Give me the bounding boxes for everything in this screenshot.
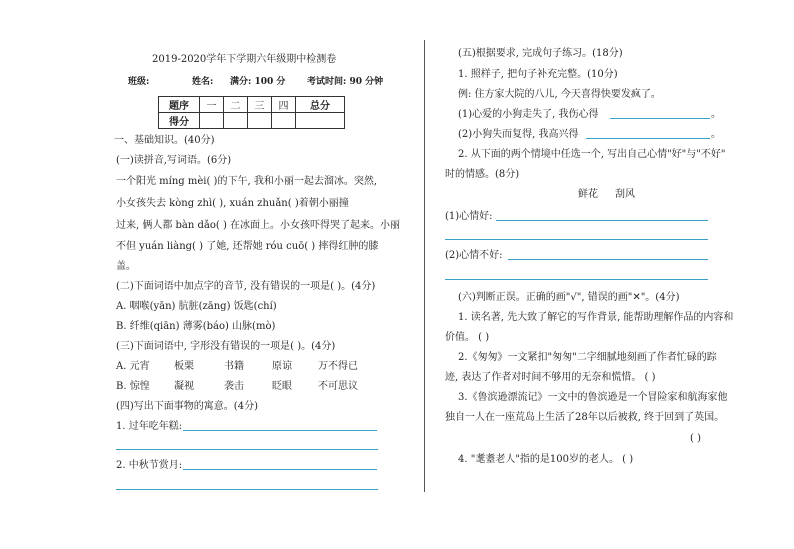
part-6-question-1: 1. 读名著, 先大致了解它的写作背景, 能帮助理解作品的内容和 — [458, 312, 734, 323]
score-input-cell[interactable] — [224, 113, 248, 129]
part-3-option-a-word: 万不得已 — [318, 361, 358, 372]
part-3-option-b-word: B. 惊惶 — [116, 381, 150, 392]
part-2-heading: (二)下面词语中加点字的音节, 没有错误的一项是( )。(4分) — [116, 281, 376, 292]
answer-line[interactable] — [116, 489, 378, 490]
answer-line[interactable] — [496, 220, 708, 221]
part-2-option-a: A. 咽喉(yān) 肮脏(zāng) 饭匙(chí) — [116, 301, 277, 312]
score-table-cell: 三 — [248, 97, 272, 113]
answer-line[interactable] — [116, 449, 378, 450]
answer-line[interactable] — [183, 430, 377, 431]
part-6-question-3: 3.《鲁滨逊漂流记》一文中的鲁滨逊是一个冒险家和航海家他 — [458, 392, 728, 403]
score-input-cell[interactable] — [200, 113, 224, 129]
part-5-question-2-cont: 时的情感。(8分) — [445, 169, 520, 180]
part-3-option-b-word: 凝视 — [174, 381, 194, 392]
part-6-question-2: 2.《匆匆》一文紧扣"匆匆"二字细腻地刻画了作者忙碌的踪 — [458, 352, 717, 363]
exam-title: 2019-2020学年下学期六年级期中检测卷 — [152, 54, 337, 65]
pinyin-line-5: 盖。 — [116, 261, 136, 272]
part-4-question-1: 1. 过年吃年糕: — [116, 421, 183, 432]
part-2-option-b: B. 纤维(qiān) 薄雾(báo) 山脉(mò) — [116, 321, 276, 332]
part-6-question-2-cont: 迹, 表达了作者对时间不够用的无奈和慌惜。 ( ) — [445, 372, 656, 383]
answer-line[interactable] — [586, 138, 710, 139]
answer-parentheses[interactable]: ( ) — [690, 433, 701, 444]
score-input-cell[interactable] — [272, 113, 296, 129]
score-table-cell: 题序 — [159, 97, 200, 113]
score-table-cell: 二 — [224, 97, 248, 113]
part-3-option-b-word: 袭击 — [224, 381, 244, 392]
score-input-cell[interactable] — [296, 113, 345, 129]
part-5-heading: (五)根据要求, 完成句子练习。(18分) — [458, 48, 623, 59]
bad-mood-label: (2)心情不好: — [445, 250, 503, 261]
part-1-heading: (一)读拼音,写词语。(6分) — [116, 155, 232, 166]
part-3-heading: (三)下面词语中, 字形没有错误的一项是( )。(4分) — [116, 341, 336, 352]
name-label: 姓名: — [192, 77, 214, 87]
class-label: 班级: — [128, 77, 150, 87]
pinyin-line-2: 小女孩失去 kòng zhì( ), xuán zhuǎn( )着朝小丽撞 — [116, 198, 349, 209]
answer-line[interactable] — [508, 259, 708, 260]
sentence-end: 。 — [711, 109, 721, 120]
part-3-option-a-word: A. 元宵 — [116, 361, 150, 372]
part-6-question-1-cont: 价值。 ( ) — [445, 332, 490, 343]
score-table — [158, 96, 345, 129]
part-3-option-a-word: 板栗 — [174, 361, 194, 372]
part-6-heading: (六)判断正误。正确的画"√", 错误的画"✕"。(4分) — [458, 292, 680, 303]
pinyin-line-4: 不但 yuán liàng( ) 了她, 还帮她 róu cuō( ) 摔得红肿的膝 — [116, 241, 379, 252]
part-3-option-a-word: 原谅 — [272, 361, 292, 372]
answer-line[interactable] — [183, 469, 377, 470]
pinyin-line-3: 过来, 俩人都 bàn dǎo( ) 在冰面上。小女孩吓得哭了起来。小丽 — [116, 220, 401, 231]
score-table-score-row — [159, 113, 345, 129]
part-5-example: 例: 住方家大院的八儿, 今天喜得快要发疯了。 — [458, 89, 661, 100]
answer-line[interactable] — [610, 118, 710, 119]
part-4-heading: (四)写出下面事物的寓意。(4分) — [116, 401, 258, 412]
part-3-option-b-word: 不可思议 — [318, 381, 358, 392]
score-table-header-row — [159, 97, 345, 113]
pinyin-line-1: 一个阳光 míng mèi( )的下午, 我和小丽一起去溜冰。突然, — [116, 176, 377, 187]
part-5-question-2: 2. 从下面的两个情境中任选一个, 写出自己心情"好"与"不好" — [458, 149, 726, 160]
answer-line[interactable] — [445, 279, 708, 280]
part-6-question-4: 4. "耄耋老人"指的是100岁的老人。 ( ) — [458, 454, 634, 465]
column-divider — [424, 40, 425, 492]
part-5-item-1: (1)心爱的小狗走失了, 我伤心得 — [458, 109, 599, 120]
part-3-option-a-word: 书籍 — [224, 361, 244, 372]
score-table-cell: 得分 — [159, 113, 200, 129]
option-flower: 鲜花 — [578, 189, 598, 200]
score-input-cell[interactable] — [248, 113, 272, 129]
answer-line[interactable] — [445, 239, 708, 240]
part-5-item-2: (2)小狗失而复得, 我高兴得 — [458, 129, 579, 140]
part-6-question-3-cont: 独自一人在一座荒岛上生活了28年以后被救, 终于回到了英国。 — [445, 412, 725, 423]
section-1-heading: 一、基础知识。(40分) — [114, 135, 215, 146]
sentence-end: 。 — [711, 129, 721, 140]
part-3-option-b-word: 眨眼 — [272, 381, 292, 392]
full-score-label: 满分: 100 分 — [230, 77, 286, 87]
option-wind: 刮风 — [615, 189, 635, 200]
exam-time-label: 考试时间: 90 分钟 — [307, 77, 384, 87]
part-4-question-2: 2. 中秋节赏月: — [116, 460, 183, 471]
part-5-question-1: 1. 照样子, 把句子补充完整。(10分) — [458, 69, 618, 80]
good-mood-label: (1)心情好: — [445, 211, 493, 222]
score-table-cell: 总分 — [296, 97, 345, 113]
score-table-cell: 四 — [272, 97, 296, 113]
score-table-cell: 一 — [200, 97, 224, 113]
